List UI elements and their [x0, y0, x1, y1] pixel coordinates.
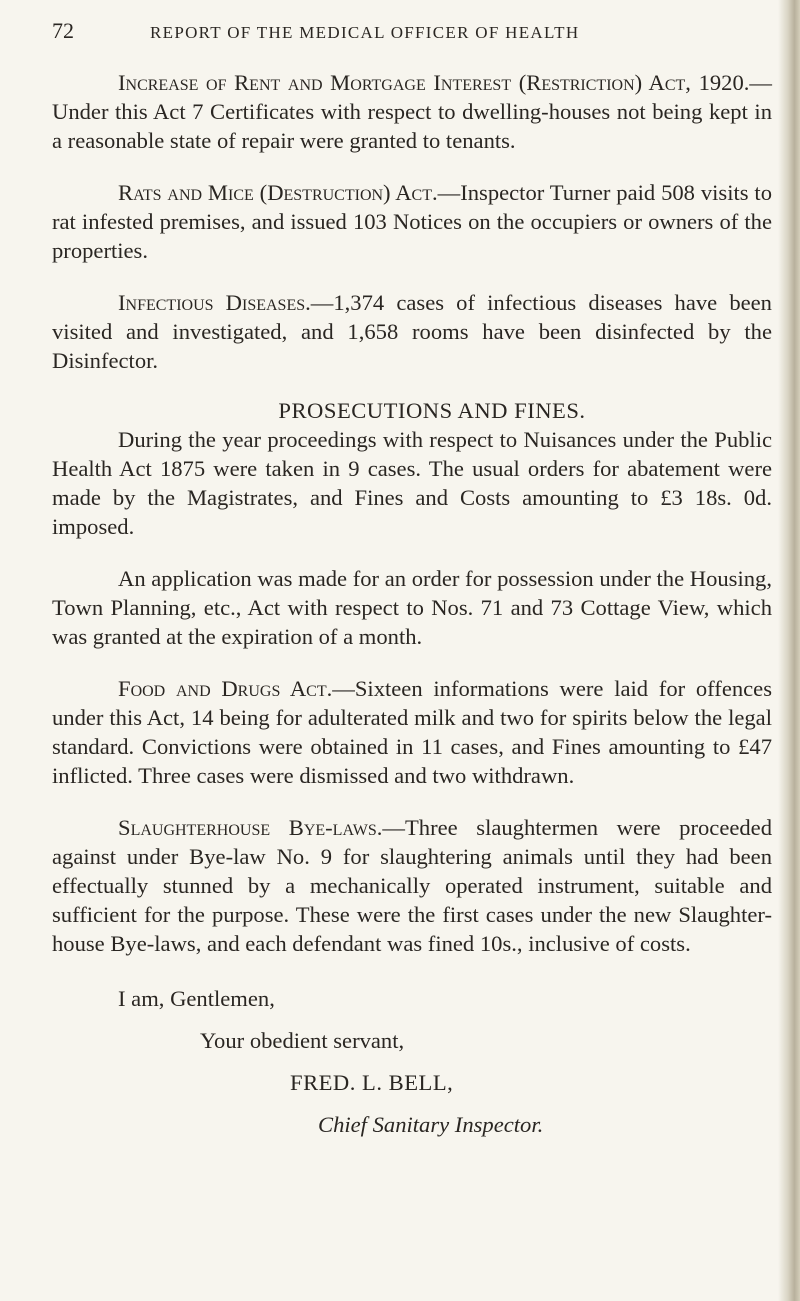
paragraph-body: —Sixteen informations were laid for offences under this Act, 14 being for adulterated milk and two for spirits below the legal standard. Convictions were obtained in 11 cases, and Fines amounting to £47 inflicted. Three cases were dismissed and two withdrawn. — [52, 676, 772, 788]
paragraph-heading: Food and Drugs Act. — [118, 676, 333, 701]
salutation: I am, Gentlemen, — [118, 986, 275, 1011]
paragraph-food-drugs — [52, 674, 772, 790]
paragraph-heading: Slaughterhouse Bye-laws. — [118, 815, 383, 840]
signature: FRED. L. BELL, — [290, 1070, 454, 1095]
closing-block — [52, 984, 772, 1139]
page-number: 72 — [52, 18, 74, 43]
page-edge-shadow — [778, 0, 800, 1301]
paragraph-body: —Inspector Turner paid 508 visits to rat infested premises, and issued 103 Notices on the occupiers or owners of the properties. — [52, 180, 772, 263]
paragraph-infectious — [52, 288, 772, 375]
document-page — [52, 18, 772, 1152]
paragraph-slaughterhouse — [52, 813, 772, 958]
paragraph-body: —Under this Act 7 Certificates with respect to dwelling-houses not being kept in a reasonable state of repair were granted to tenants. — [52, 70, 772, 153]
valediction: Your obedient servant, — [200, 1028, 405, 1053]
paragraph-rent-act — [52, 68, 772, 155]
paragraph-heading: Infectious Diseases. — [118, 290, 311, 315]
paragraph-heading: Rats and Mice (Destruction) Act. — [118, 180, 438, 205]
paragraph-body: —1,374 cases of infectious diseases have been visited and investigated, and 1,658 rooms have been disinfected by the Disinfector. — [52, 290, 772, 373]
paragraph-heading: Increase of Rent and Mortgage Interest (Restriction) Act, 1920. — [118, 70, 750, 95]
running-head: REPORT OF THE MEDICAL OFFICER OF HEALTH — [150, 23, 580, 42]
paragraph-rats-mice — [52, 178, 772, 265]
paragraph-body: —Three slaughtermen were proceeded against under Bye-law No. 9 for slaughtering animals until they had been effectually stunned by a mechanically operated instrument, suitable and sufficient for the purpose. These were the first cases under the new Slaughter-house Bye-laws, and each defendant was fined 10s., inclusive of costs. — [52, 815, 772, 956]
paragraph-nuisances: During the year proceedings with respect to Nuisances under the Public Health Act 1875 were taken in 9 cases. The usual orders for abatement were made by the Magistrates, and Fines and Costs amounting to £3 18s. 0d. imposed. — [52, 427, 772, 539]
page-header — [52, 18, 772, 68]
signatory-title: Chief Sanitary Inspector. — [318, 1112, 544, 1137]
paragraph-housing: An application was made for an order for possession under the Housing, Town Planning, etc., Act with respect to Nos. 71 and 73 Cottage View, which was granted at the expiration of a month. — [52, 566, 772, 649]
section-title: PROSECUTIONS AND FINES. — [278, 398, 586, 423]
